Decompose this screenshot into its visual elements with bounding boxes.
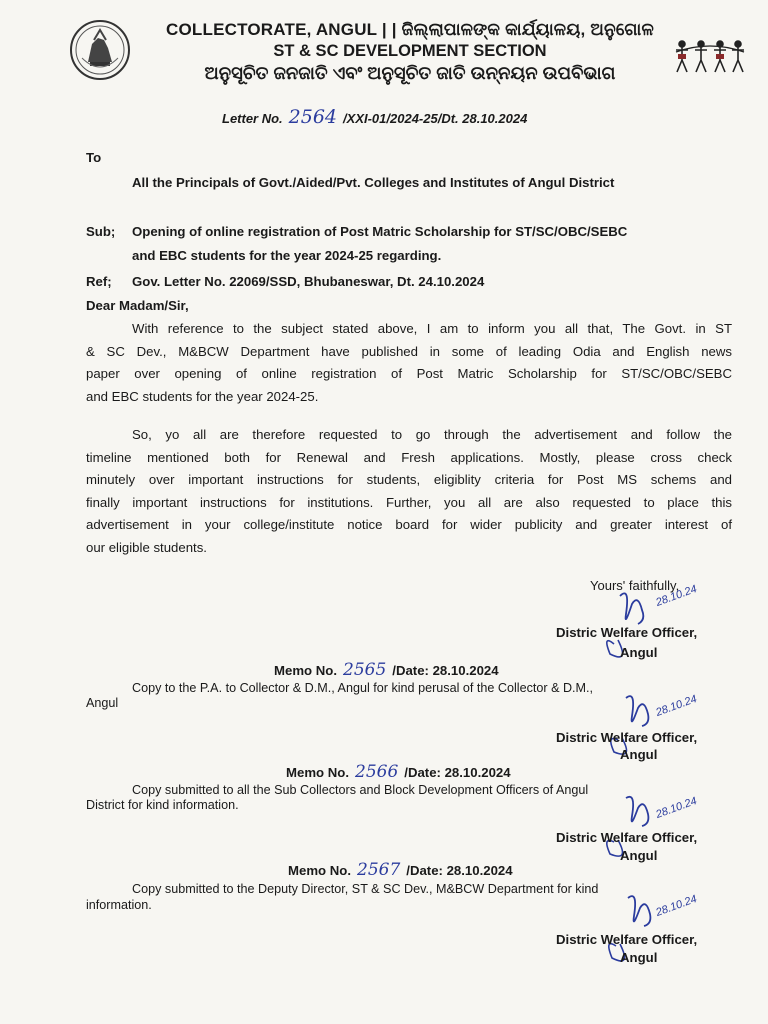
memo-2-line-2: District for kind information. — [86, 798, 239, 812]
paragraph-1-line: paper over opening of online registration of Post Matric Scholarship for ST/SC/OBC/SEBC — [86, 366, 732, 382]
signature-place: Angul — [620, 747, 658, 762]
subject-line-1: Opening of online registration of Post Matric Scholarship for ST/SC/OBC/SEBC — [132, 224, 628, 239]
reference-text: Gov. Letter No. 22069/SSD, Bhubaneswar, Dt. 24.10.2024 — [132, 274, 485, 289]
signature-title: Distric Welfare Officer, — [556, 730, 698, 745]
signature-place: Angul — [620, 645, 658, 660]
signature-place: Angul — [620, 848, 658, 863]
paragraph-2 — [86, 424, 732, 560]
memo-handwritten-number: 2567 — [357, 860, 401, 880]
paragraph-2-line: minutely over important instructions for students, eligiblity criteria for Post MS schems and — [86, 472, 732, 488]
signature-place: Angul — [620, 950, 658, 965]
paragraph-2-line: our eligible students. — [86, 539, 207, 555]
memo-1-header — [274, 660, 499, 680]
paragraph-1-line: With reference to the subject stated above, I am to inform you all that, The Govt. in ST — [132, 321, 732, 336]
memo-date: /Date: 28.10.2024 — [406, 863, 513, 878]
memo-1-line-1: Copy to the P.A. to Collector & D.M., Angul for kind perusal of the Collector & D.M., — [132, 681, 594, 695]
paragraph-2-line: finally important instructions for institutions. Further, you all are also requested to place this — [86, 494, 732, 510]
subject-line-2: and EBC students for the year 2024-25 regarding. — [132, 248, 442, 263]
closing: Yours' faithfully, — [590, 578, 680, 593]
letter-suffix: /XXI-01/2024-25/Dt. 28.10.2024 — [343, 111, 528, 126]
memo-handwritten-number: 2565 — [343, 660, 387, 680]
memo-2-line-1: Copy submitted to all the Sub Collectors and Block Development Officers of Angul — [132, 783, 589, 797]
reference-label: Ref; — [86, 274, 112, 289]
memo-handwritten-number: 2566 — [355, 762, 399, 782]
signature-date: 28.10.24 — [654, 893, 699, 919]
paragraph-1-line: and EBC students for the year 2024-25. — [86, 388, 319, 404]
memo-prefix: Memo No. — [286, 765, 350, 780]
paragraph-1-line: & SC Dev., M&BCW Department have published in some of leading Odia and English news — [86, 343, 732, 359]
header-office-title: COLLECTORATE, ANGUL | | ଜିଲ୍ଲାପାଳଙ୍କ କାର୍ଯ୍ୟାଳୟ, ଅନୁଗୋଳ — [166, 20, 654, 39]
memo-3-header — [288, 860, 513, 880]
memo-date: /Date: 28.10.2024 — [392, 663, 499, 678]
memo-3-line-2: information. — [86, 898, 152, 912]
letter-handwritten-number: 2564 — [288, 106, 338, 128]
salutation: Dear Madam/Sir, — [86, 298, 189, 313]
memo-3-line-1: Copy submitted to the Deputy Director, ST & SC Dev., M&BCW Department for kind — [132, 882, 599, 896]
signature-date: 28.10.24 — [654, 583, 699, 609]
signature-title: Distric Welfare Officer, — [556, 932, 698, 947]
letter-prefix: Letter No. — [222, 111, 283, 126]
paragraph-2-line: timeline mentioned both for Renewal and Fresh applications. Mostly, please cross check — [86, 449, 732, 465]
memo-prefix: Memo No. — [288, 863, 352, 878]
memo-1-line-2: Angul — [86, 696, 119, 710]
tribal-dancers-logo-icon — [672, 34, 748, 80]
paragraph-2-line: advertisement in your college/institute notice board for wider publicity and greater interest of — [86, 517, 732, 533]
memo-date: /Date: 28.10.2024 — [404, 765, 511, 780]
subject-label: Sub; — [86, 224, 116, 239]
recipients: All the Principals of Govt./Aided/Pvt. Colleges and Institutes of Angul District — [132, 175, 615, 190]
signature-title: Distric Welfare Officer, — [556, 625, 698, 640]
paragraph-2-line: So, yo all are therefore requested to go through the advertisement and follow the — [132, 427, 732, 442]
header-section-title: ST & SC DEVELOPMENT SECTION — [273, 42, 547, 60]
signature-title: Distric Welfare Officer, — [556, 830, 698, 845]
memo-2-header — [286, 762, 511, 782]
paragraph-1 — [86, 318, 732, 408]
state-emblem-icon — [68, 18, 132, 82]
memo-prefix: Memo No. — [274, 663, 338, 678]
signature-date: 28.10.24 — [654, 693, 699, 719]
letter-number-line — [222, 106, 527, 128]
signature-date: 28.10.24 — [654, 795, 699, 821]
header-odia-subtitle: ଅନୁସୂଚିତ ଜନଜାତି ଏବଂ ଅନୁସୂଚିତ ଜାତି ଉନ୍ନୟନ ଉପବିଭାଗ — [204, 63, 616, 83]
to-label: To — [86, 150, 102, 165]
